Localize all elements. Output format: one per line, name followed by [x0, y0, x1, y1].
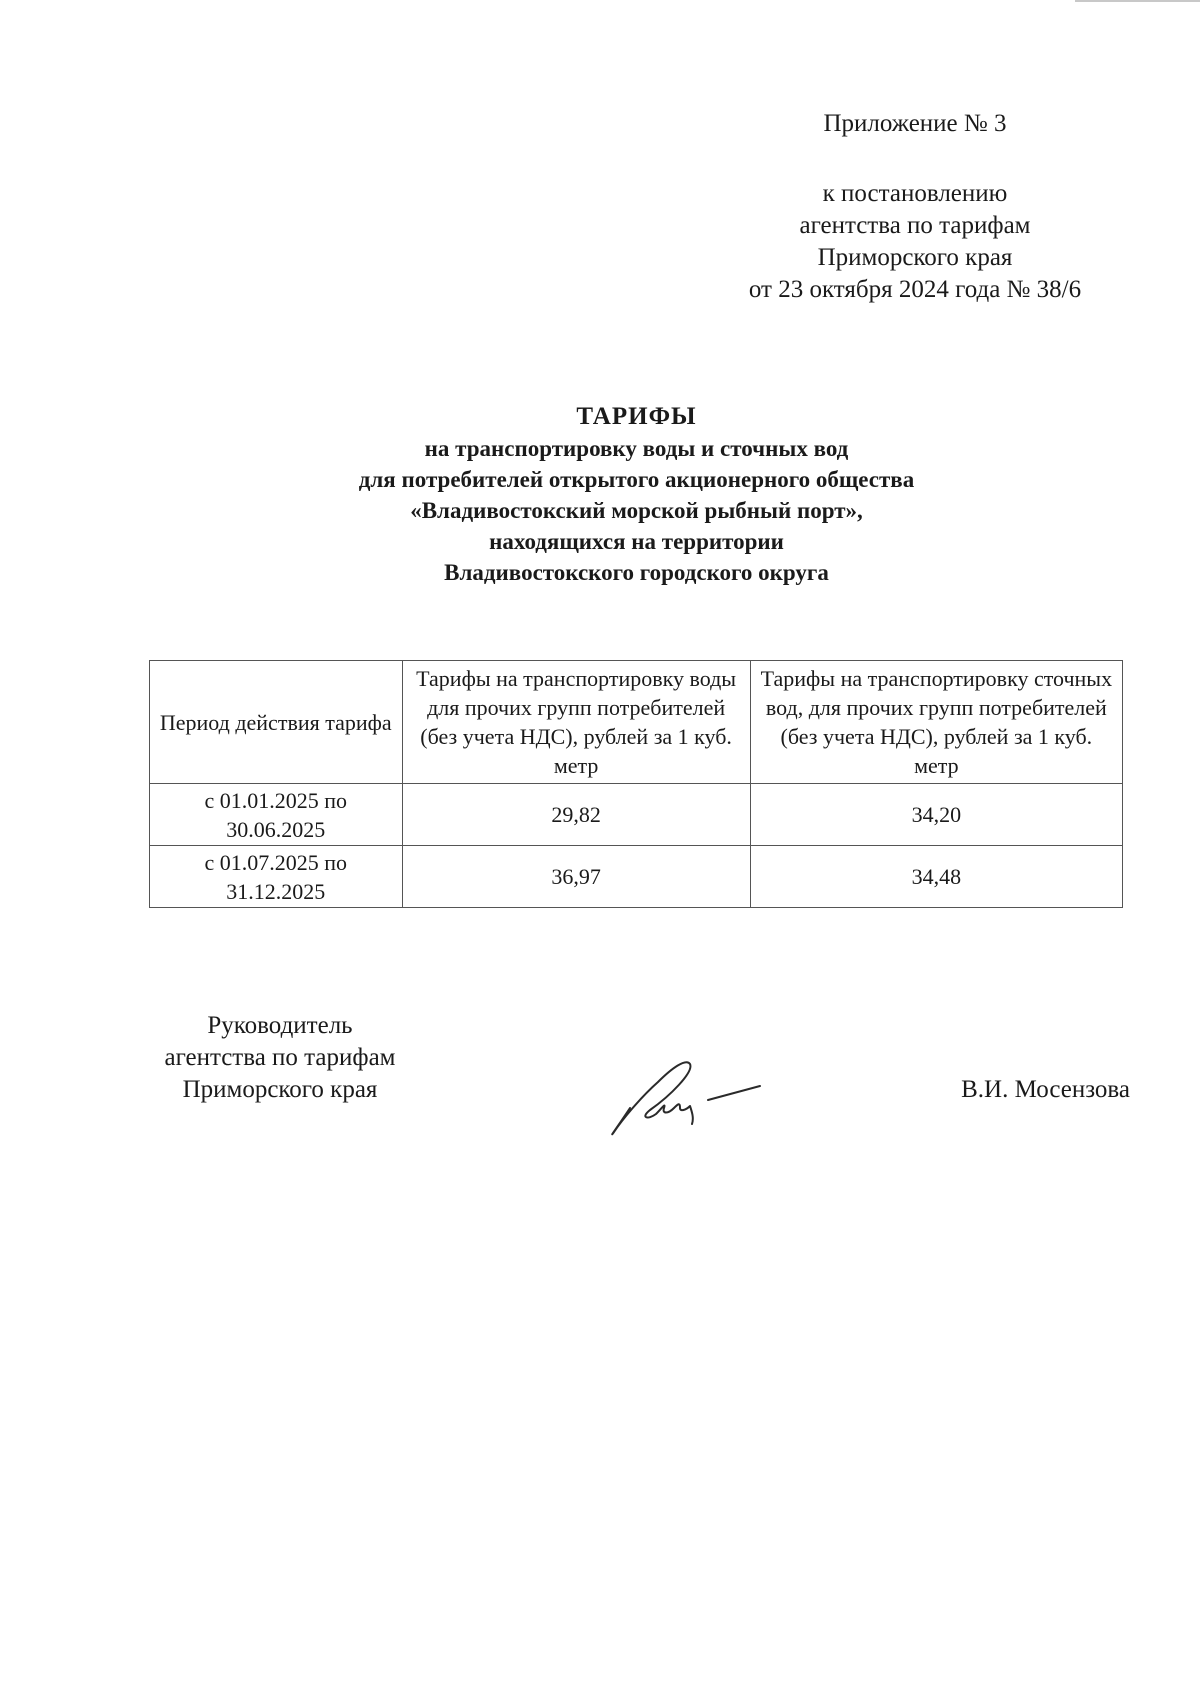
- header-water-tariff: Тарифы на транспортировку воды для прочих групп потребителей (без учета НДС), рублей за 1 куб. метр: [402, 661, 750, 784]
- tariff-table: [149, 660, 1123, 908]
- cell-sewage-tariff: 34,48: [750, 846, 1122, 908]
- signer-position-line: Приморского края: [182, 1076, 378, 1103]
- table-header-row: [150, 661, 1123, 784]
- signer-position-line: агентства по тарифам: [164, 1044, 396, 1071]
- cell-sewage-tariff: 34,20: [750, 784, 1122, 846]
- cell-period: с 01.07.2025 по 31.12.2025: [150, 846, 403, 908]
- appendix-reference-line: от 23 октября 2024 года № 38/6: [748, 276, 1082, 303]
- scan-edge-mark: [1075, 0, 1200, 2]
- title-line: для потребителей открытого акционерного общества: [358, 467, 915, 492]
- signer-position-line: Руководитель: [207, 1012, 353, 1039]
- title-line: «Владивостокский морской рыбный порт»,: [410, 498, 863, 523]
- cell-period: с 01.01.2025 по 30.06.2025: [150, 784, 403, 846]
- appendix-reference-line: Приморского края: [817, 244, 1013, 271]
- title-heading: ТАРИФЫ: [576, 403, 697, 430]
- appendix-reference: [700, 178, 1130, 306]
- title-line: находящихся на территории: [489, 529, 784, 554]
- title-line: Владивостокского городского округа: [444, 560, 829, 585]
- table-row: [150, 784, 1123, 846]
- appendix-number: Приложение № 3: [823, 110, 1007, 137]
- cell-water-tariff: 36,97: [402, 846, 750, 908]
- header-period: Период действия тарифа: [150, 661, 403, 784]
- title-line: на транспортировку воды и сточных вод: [424, 436, 849, 461]
- appendix-reference-line: к постановлению: [822, 180, 1008, 207]
- document-title: [150, 400, 1123, 588]
- appendix-reference-line: агентства по тарифам: [799, 212, 1031, 239]
- signer-position: [130, 1010, 430, 1106]
- header-sewage-tariff: Тарифы на транспортировку сточных вод, для прочих групп потребителей (без учета НДС), рублей за 1 куб. метр: [750, 661, 1122, 784]
- handwritten-signature: [600, 1048, 780, 1138]
- cell-water-tariff: 29,82: [402, 784, 750, 846]
- signer-name: В.И. Мосензова: [961, 1076, 1130, 1103]
- table-row: [150, 846, 1123, 908]
